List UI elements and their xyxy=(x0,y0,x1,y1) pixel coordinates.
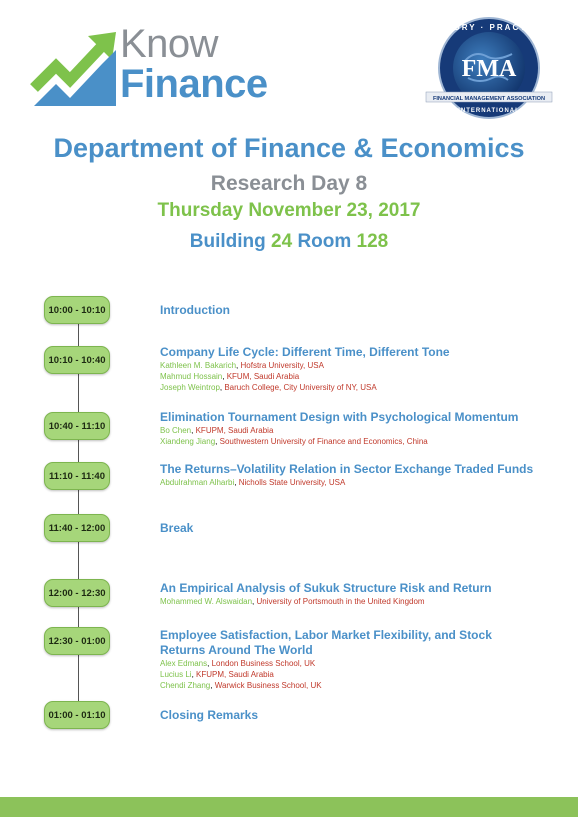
logo-know-text: Know xyxy=(120,22,219,66)
session-title: The Returns–Volatility Relation in Sector Exchange Traded Funds xyxy=(160,462,534,476)
time-slot-pill: 12:30 - 01:00 xyxy=(44,627,110,655)
building-label: Building xyxy=(189,231,266,252)
logo-finance-text: Finance xyxy=(120,62,268,106)
session-title: Employee Satisfaction, Labor Market Flexibility, and Stock Returns Around The World xyxy=(160,628,492,657)
department-title: Department of Finance & Economics xyxy=(53,133,525,163)
session-title: Elimination Tournament Design with Psychological Momentum xyxy=(160,410,519,424)
schedule-item xyxy=(160,708,560,723)
author-line: Lucius Li, KFUPM, Saudi Arabia xyxy=(160,670,274,679)
schedule-item xyxy=(160,462,560,488)
author-line: Kathleen M. Bakarich, Hofstra University, USA xyxy=(160,361,324,370)
schedule-item xyxy=(160,521,560,536)
building-number: 24 xyxy=(271,231,293,252)
session-title: An Empirical Analysis of Sukuk Structure Risk and Return xyxy=(160,581,492,595)
schedule-item xyxy=(160,410,560,447)
schedule-item xyxy=(160,303,560,318)
author-line: Abdulrahman Alharbi, Nicholls State University, USA xyxy=(160,478,346,487)
time-slot-pill: 11:10 - 11:40 xyxy=(44,462,110,490)
schedule-item xyxy=(160,581,560,607)
author-line: Alex Edmans, London Business School, UK xyxy=(160,659,316,668)
time-slot-pill: 11:40 - 12:00 xyxy=(44,514,110,542)
author-line: Mahmud Hossain, KFUM, Saudi Arabia xyxy=(160,372,300,381)
author-line: Chendi Zhang, Warwick Business School, UK xyxy=(160,681,322,690)
footer-bar xyxy=(0,797,578,817)
fma-banner-text: FINANCIAL MANAGEMENT ASSOCIATION xyxy=(432,96,546,102)
author-line: Joseph Weintrop, Baruch College, City University of NY, USA xyxy=(160,383,377,392)
know-finance-logo-icon xyxy=(30,28,120,108)
event-date: Thursday November 23, 2017 xyxy=(157,200,421,221)
time-slot-pill: 10:40 - 11:10 xyxy=(44,412,110,440)
fma-seal-icon xyxy=(424,14,554,124)
author-line: Bo Chen, KFUPM, Saudi Arabia xyxy=(160,426,274,435)
svg-text:THEORY · PRACTICE: THEORY · PRACTICE xyxy=(431,23,547,32)
schedule-item xyxy=(160,345,560,393)
session-title: Break xyxy=(160,521,194,535)
time-slot-pill: 12:00 - 12:30 xyxy=(44,579,110,607)
session-title: Closing Remarks xyxy=(160,708,259,722)
event-location xyxy=(0,231,578,253)
author-line: Xiandeng Jiang, Southwestern University of Finance and Economics, China xyxy=(160,437,428,446)
room-number: 128 xyxy=(356,231,389,252)
session-title: Company Life Cycle: Different Time, Different Tone xyxy=(160,345,450,359)
time-slot-pill: 10:10 - 10:40 xyxy=(44,346,110,374)
room-label: Room xyxy=(297,231,352,252)
fma-monogram: FMA xyxy=(461,56,517,82)
time-slot-pill: 10:00 - 10:10 xyxy=(44,296,110,324)
time-slot-pill: 01:00 - 01:10 xyxy=(44,701,110,729)
event-title: Research Day 8 xyxy=(210,172,368,195)
schedule-item xyxy=(160,628,530,691)
fma-bottom-text: INTERNATIONAL xyxy=(458,108,520,114)
session-title: Introduction xyxy=(160,303,230,317)
author-line: Mohammed W. Alswaidan, University of Portsmouth in the United Kingdom xyxy=(160,597,425,606)
